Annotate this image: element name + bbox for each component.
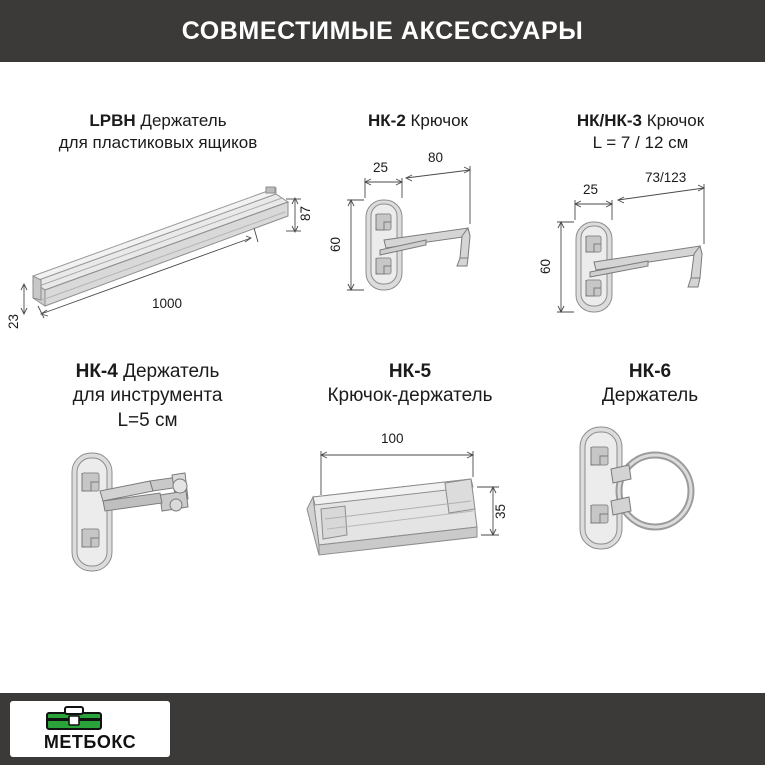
accessory-code-hk5: НК-5 <box>388 361 432 382</box>
accessory-code-lpbh: LPBH <box>89 111 136 130</box>
accessory-title-hk3 <box>528 110 753 154</box>
accessory-card-hk2 <box>318 110 518 327</box>
toolbox-icon <box>45 706 103 730</box>
dim-hk2-length: 80 <box>428 149 444 165</box>
dim-hk5-length: 100 <box>381 430 404 446</box>
accessory-subtitle-hk3: L = 7 / 12 см <box>592 132 689 152</box>
accessory-card-hk3 <box>528 110 753 349</box>
dim-hk2-height: 60 <box>328 236 344 252</box>
hk4-drawing <box>10 433 285 623</box>
accessory-title-hk4 <box>10 360 285 433</box>
accessory-figure-hk2 <box>318 132 518 327</box>
accessory-title-hk5 <box>285 360 535 409</box>
page-footer <box>0 693 765 765</box>
brand-name: МЕТБОКС <box>43 732 137 752</box>
accessory-code-hk6: НК-6 <box>628 361 672 382</box>
accessory-title-hk2 <box>318 110 518 132</box>
accessory-card-hk4 <box>10 360 285 623</box>
accessory-subtitle-hk5: Крючок-держатель <box>327 385 493 407</box>
dim-hk3-width: 25 <box>583 181 599 197</box>
dim-hk2-width: 25 <box>373 159 389 175</box>
dim-lpbh-depth: 23 <box>6 313 22 329</box>
dim-lpbh-height: 87 <box>298 205 314 221</box>
hk6-drawing <box>545 409 755 599</box>
accessory-figure-hk5 <box>285 409 535 599</box>
accessory-figure-hk6 <box>545 409 755 599</box>
page-header <box>0 0 765 62</box>
accessory-figure-hk3 <box>528 154 753 349</box>
dim-hk5-height: 35 <box>493 503 509 519</box>
dim-hk3-length: 73/123 <box>645 169 687 185</box>
accessory-title-rest-hk2: Крючок <box>405 111 468 130</box>
accessory-subtitle-hk6: Держатель <box>601 385 699 407</box>
brand-logo <box>10 701 170 757</box>
accessory-subtitle-hk4: для инструмента <box>72 385 223 407</box>
dim-lpbh-length: 1000 <box>152 295 183 311</box>
accessory-card-lpbh <box>6 110 314 349</box>
accessory-title-lpbh <box>8 110 308 154</box>
accessory-card-hk5 <box>285 360 535 599</box>
hk2-drawing <box>318 132 518 327</box>
dim-hk3-height: 60 <box>538 258 554 274</box>
lpbh-drawing <box>8 154 308 349</box>
accessory-title-rest-lpbh: Держатель <box>135 111 227 130</box>
accessory-title-rest-hk3: Крючок <box>641 111 705 130</box>
accessory-title-rest-hk4: Держатель <box>117 361 220 382</box>
accessory-card-hk6 <box>545 360 755 599</box>
hk3-drawing <box>528 154 753 349</box>
accessory-figure-lpbh <box>6 154 314 349</box>
accessory-code-hk3: НК/НК-3 <box>576 111 642 130</box>
accessory-length-hk4: L=5 см <box>117 409 178 431</box>
accessory-title-hk6 <box>545 360 755 409</box>
page-title: СОВМЕСТИМЫЕ АКСЕССУАРЫ <box>181 16 584 45</box>
accessories-grid <box>0 62 765 693</box>
accessory-code-hk2: НК-2 <box>368 111 406 130</box>
accessory-code-hk4: НК-4 <box>75 361 118 382</box>
accessory-figure-hk4 <box>10 433 285 623</box>
accessory-subtitle-lpbh: для пластиковых ящиков <box>58 132 258 152</box>
